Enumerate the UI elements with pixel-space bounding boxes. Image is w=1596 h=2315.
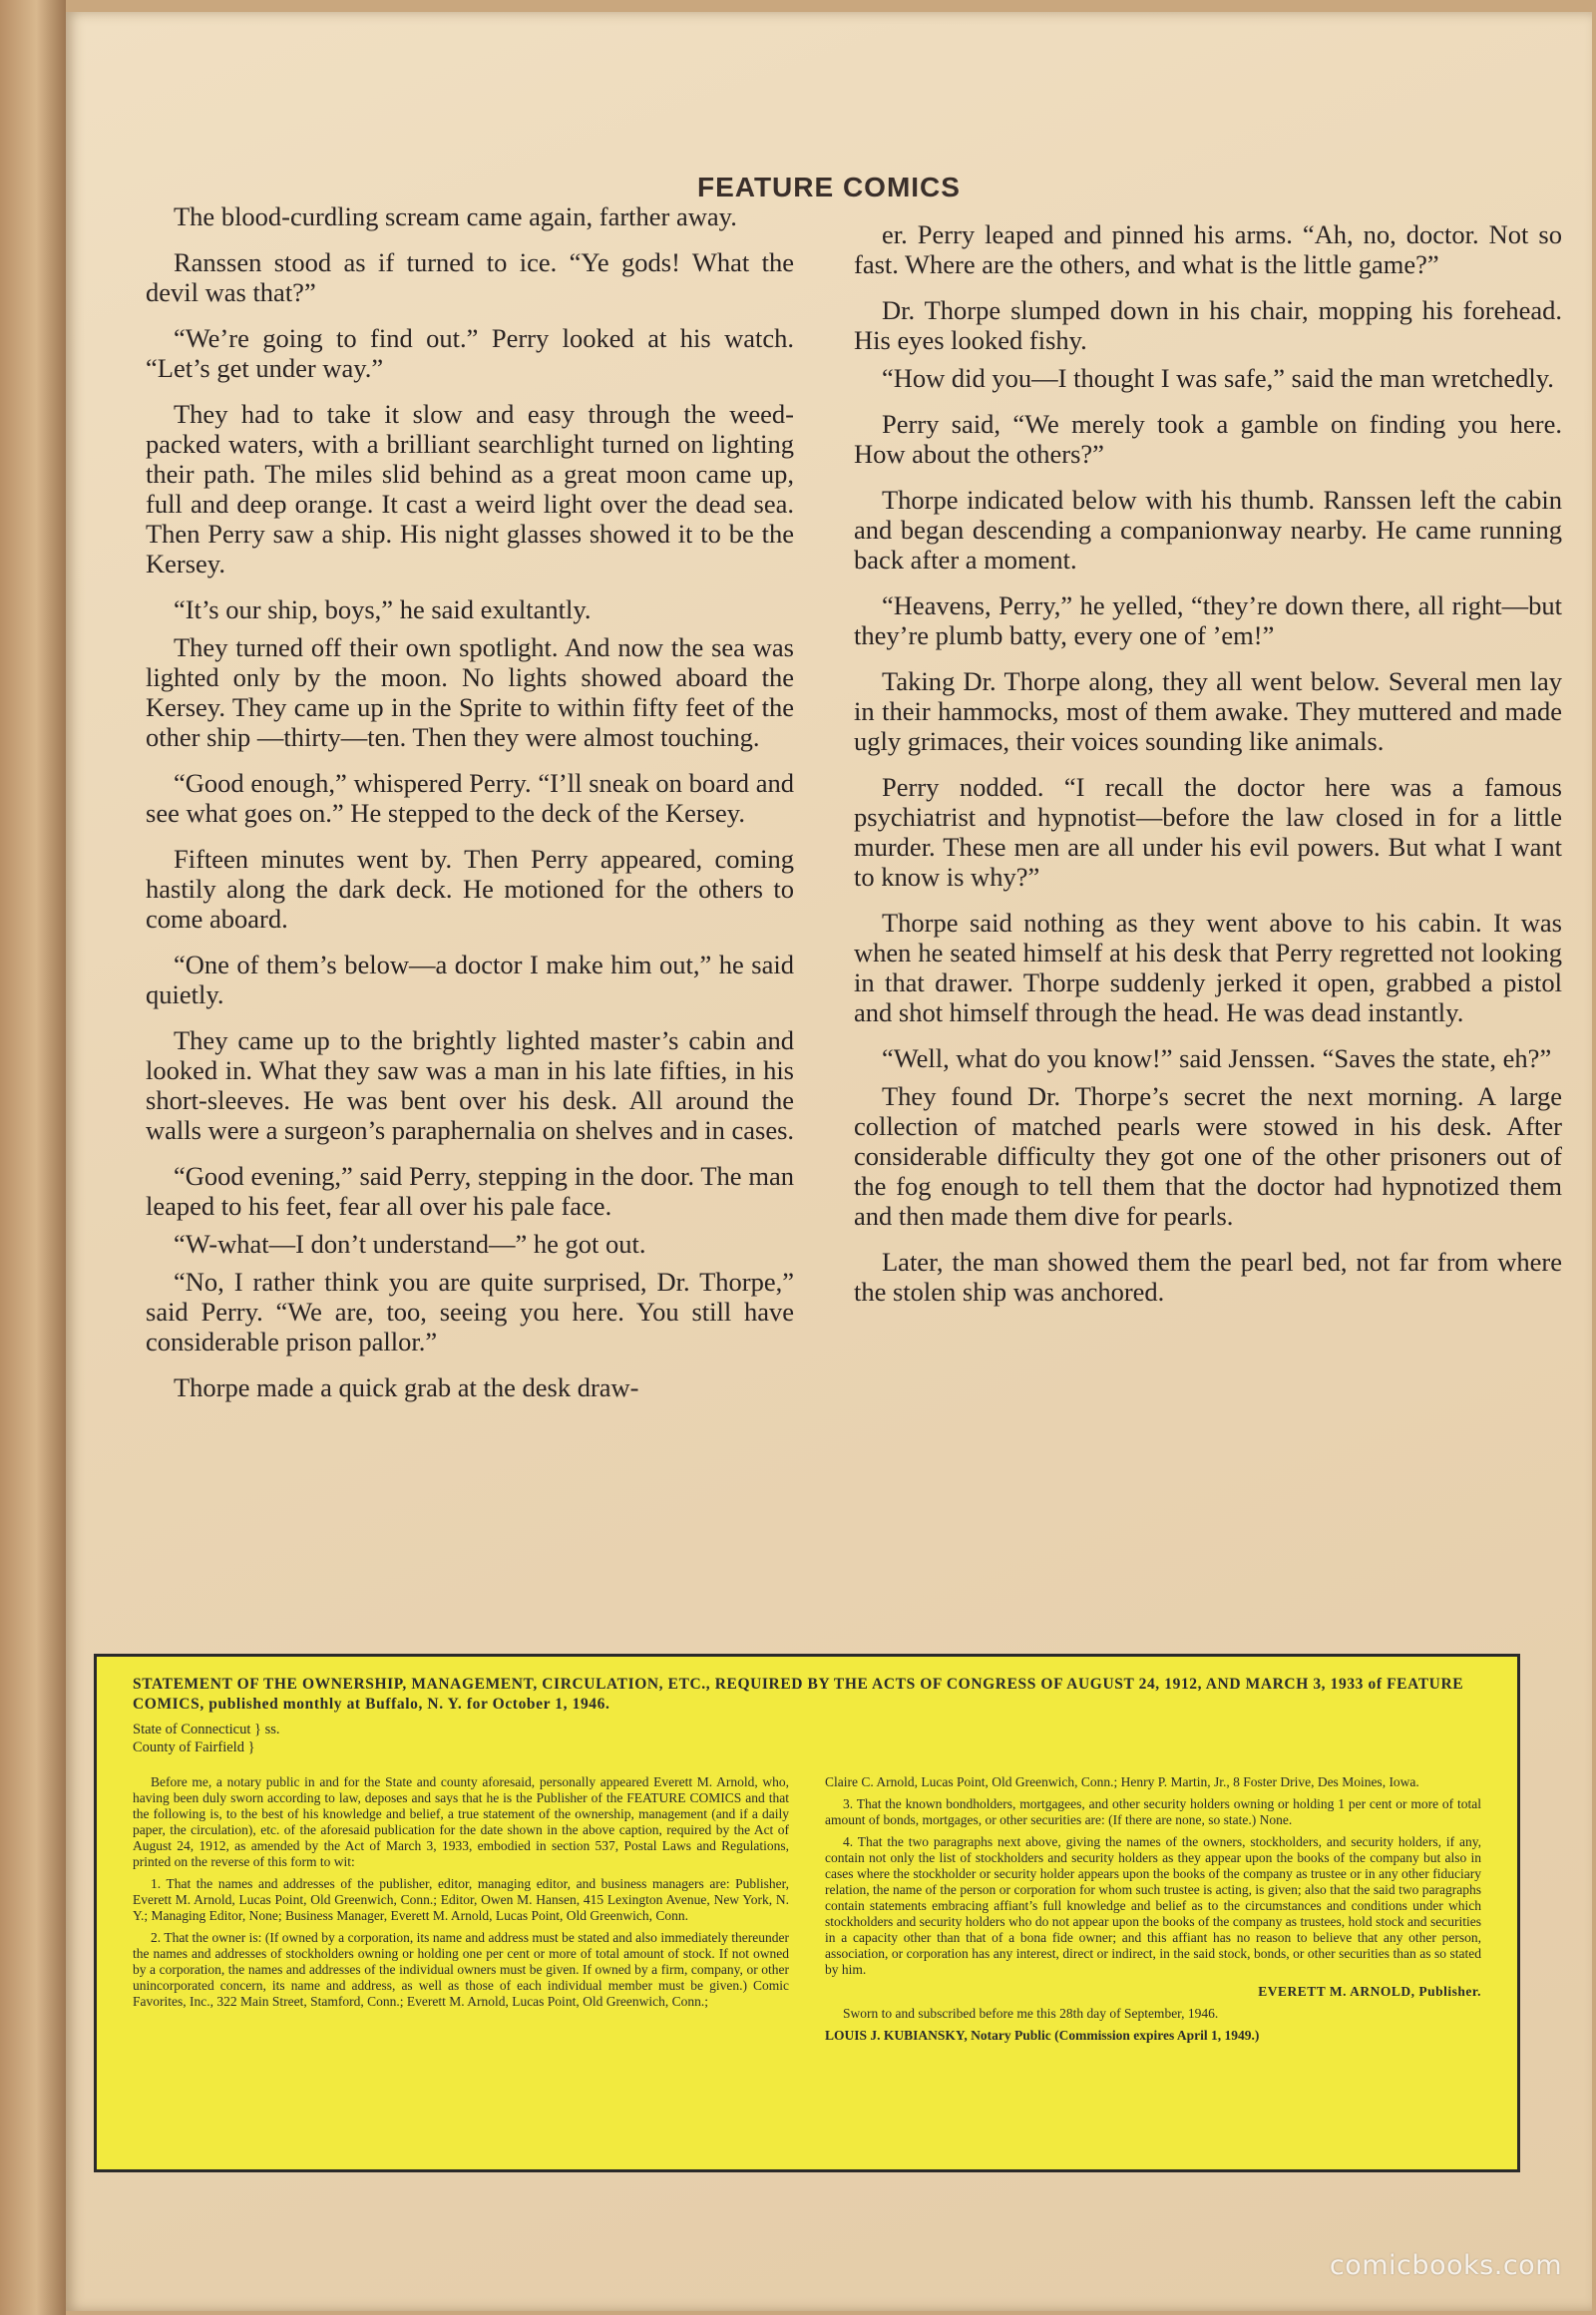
publisher-signature: EVERETT M. ARNOLD, Publisher. [1258, 1984, 1481, 1999]
paragraph: “We’re going to find out.” Perry looked at his watch. “Let’s get under way.” [146, 323, 794, 383]
paragraph: Thorpe made a quick grab at the desk draw- [174, 1372, 639, 1402]
paragraph: Perry nodded. “I recall the doctor here was a famous psychiatrist and hypnotist—before the law closed in for a little murder. These men are all under his evil powers. But what I want to know is why?” [854, 772, 1562, 892]
paragraph: “Well, what do you know!” said Jenssen. “Saves the state, eh?” [882, 1043, 1552, 1073]
paragraph: Thorpe said nothing as they went above to his cabin. It was when he seated himself at his desk that Perry regretted not looking in that drawer. Thorpe suddenly jerked it open, grabbed a pistol and shot himself through the head. He was dead instantly. [854, 908, 1562, 1027]
paragraph: Thorpe indicated below with his thumb. Ranssen left the cabin and began descending a companionway nearby. He came running back after a moment. [854, 485, 1562, 575]
statement-title: STATEMENT OF THE OWNERSHIP, MANAGEMENT, CIRCULATION, ETC., REQUIRED BY THE ACTS OF CONGRESS OF AUGUST 24, 1912, AND MARCH 3, 1933 of FEATURE COMICS, published monthly at Buffalo, N. Y. for October 1, 1946. [133, 1676, 1464, 1713]
statement-left-column [133, 1774, 789, 2050]
right-text-column [854, 219, 1562, 1323]
paragraph: The blood-curdling scream came again, farther away. [174, 201, 737, 231]
paragraph: Ranssen stood as if turned to ice. “Ye gods! What the devil was that?” [146, 247, 794, 307]
paragraph: “No, I rather think you are quite surprised, Dr. Thorpe,” said Perry. “We are, too, seeing you here. You still have considerable prison pallor.” [146, 1267, 794, 1356]
paragraph: “W-what—I don’t understand—” he got out. [174, 1229, 646, 1259]
paragraph: Dr. Thorpe slumped down in his chair, mopping his forehead. His eyes looked fishy. [854, 295, 1562, 355]
statement-right-column [825, 1774, 1481, 2050]
statement-paragraph: 4. That the two paragraphs next above, giving the names of the owners, stockholders, and security holders, if any, contain not only the list of stockholders and security holders as they appear upon the books of the company but also in cases where the stockholder or security holder appears upon the books of the company as trustee or in any other fiduciary relation, the name of the person or corporation for whom such trustee is acting, is given; also that the said two paragraphs contain statements embracing affiant’s full knowledge and belief as to the circumstances and conditions under which stockholders and security holders who do not appear upon the books of the company as trustees, hold stock and securities in a capacity other than that of a bona fide owner; and this affiant has no reason to believe that any other person, association, or corporation has any interest, direct or indirect, in the said stock, bonds, or other securities than as so stated by him. [825, 1834, 1481, 1977]
paragraph: They turned off their own spotlight. And now the sea was lighted only by the moon. No lights showed aboard the Kersey. They came up in the Sprite to within fifty feet of the other ship —thirty—ten. Then they were almost touching. [146, 632, 794, 752]
paragraph: They found Dr. Thorpe’s secret the next morning. A large collection of matched pearls were stowed in his desk. After considerable difficulty they got one of the other prisoners out of the fog enough to tell them that the doctor had hypnotized them and then made them dive for pearls. [854, 1081, 1562, 1231]
notary-line: LOUIS J. KUBIANSKY, Notary Public (Commission expires April 1, 1949.) [825, 2028, 1260, 2043]
paragraph: er. Perry leaped and pinned his arms. “Ah, no, doctor. Not so fast. Where are the others, and what is the little game?” [854, 219, 1562, 279]
ownership-statement-box [94, 1654, 1520, 2172]
paragraph: Perry said, “We merely took a gamble on finding you here. How about the others?” [854, 409, 1562, 469]
paragraph: “Good evening,” said Perry, stepping in the door. The man leaped to his feet, fear all over his pale face. [146, 1161, 794, 1221]
county-line: County of Fairfield } [133, 1739, 255, 1755]
statement-paragraph: 1. That the names and addresses of the publisher, editor, managing editor, and business managers are: Publisher, Everett M. Arnold, Lucas Point, Old Greenwich, Conn.; Editor, Owen M. Hansen, 415 Lexington Avenue, New York, N. Y.; Managing Editor, None; Business Manager, Everett M. Arnold, Lucas Point, Old Greenwich, Conn. [133, 1876, 789, 1923]
site-watermark: comicbooks.com [1329, 2250, 1562, 2281]
paragraph: “Heavens, Perry,” he yelled, “they’re down there, all right—but they’re plumb batty, every one of ’em!” [854, 590, 1562, 650]
statement-paragraph: Before me, a notary public in and for the State and county aforesaid, personally appeared Everett M. Arnold, who, having been duly sworn according to law, deposes and says that he is the Publisher of the FEATURE COMICS and that the following is, to the best of his knowledge and belief, a true statement of the ownership, management (and if a daily paper, the circulation), etc. of the aforesaid publication for the date shown in the above caption, required by the Act of August 24, 1912, as amended by the Act of March 3, 1933, embodied in section 537, Postal Laws and Regulations, printed on the reverse of this form to wit: [133, 1774, 789, 1869]
paragraph: Later, the man showed them the pearl bed, not far from where the stolen ship was anchored. [854, 1247, 1562, 1307]
sworn-line: Sworn to and subscribed before me this 28th day of September, 1946. [843, 2006, 1219, 2021]
paragraph: Fifteen minutes went by. Then Perry appeared, coming hastily along the dark deck. He motioned for the others to come aboard. [146, 844, 794, 934]
paragraph: Taking Dr. Thorpe along, they all went below. Several men lay in their hammocks, most of them awake. They muttered and made ugly grimaces, their voices sounding like animals. [854, 666, 1562, 756]
statement-columns [133, 1774, 1481, 2050]
comic-page [66, 12, 1592, 2311]
paragraph: “Good enough,” whispered Perry. “I’ll sneak on board and see what goes on.” He stepped to the deck of the Kersey. [146, 768, 794, 828]
statement-paragraph: 3. That the known bondholders, mortgagees, and other security holders owning or holding 1 per cent or more of total amount of bonds, mortgages, or other securities are: (If there are none, so state.) None. [825, 1796, 1481, 1827]
paragraph: They came up to the brightly lighted master’s cabin and looked in. What they saw was a man in his late fifties, in his short-sleeves. He was bent over his desk. All around the walls were a surgeon’s paraphernalia on shelves and in cases. [146, 1025, 795, 1145]
paragraph: “It’s our ship, boys,” he said exultantly. [174, 594, 592, 624]
state-line: State of Connecticut } ss. [133, 1722, 280, 1737]
paragraph: “How did you—I thought I was safe,” said the man wretchedly. [882, 363, 1554, 393]
statement-paragraph: Claire C. Arnold, Lucas Point, Old Greenwich, Conn.; Henry P. Martin, Jr., 8 Foster Drive, Des Moines, Iowa. [825, 1774, 1419, 1789]
left-text-column [146, 201, 794, 1418]
page-header: FEATURE COMICS [697, 172, 961, 202]
statement-paragraph: 2. That the owner is: (If owned by a corporation, its name and address must be stated and also immediately thereunder the names and addresses of stockholders owning or holding one per cent or more of total amount of stock. If not owned by a corporation, the names and addresses of the individual owners must be given. If owned by a firm, company, or other unincorporated concern, its name and address, as well as those of each individual member must be given.) Comic Favorites, Inc., 322 Main Street, Stamford, Conn.; Everett M. Arnold, Lucas Point, Old Greenwich, Conn.; [133, 1930, 789, 2009]
paragraph: “One of them’s below—a doctor I make him out,” he said quietly. [146, 950, 794, 1009]
paragraph: They had to take it slow and easy through the weed-packed waters, with a brilliant searchlight turned on lighting their path. The miles slid behind as a great moon came up, full and deep orange. It cast a weird light over the dead sea. Then Perry saw a ship. His night glasses showed it to be the Kersey. [146, 399, 794, 579]
page-left-edge [0, 0, 66, 2315]
